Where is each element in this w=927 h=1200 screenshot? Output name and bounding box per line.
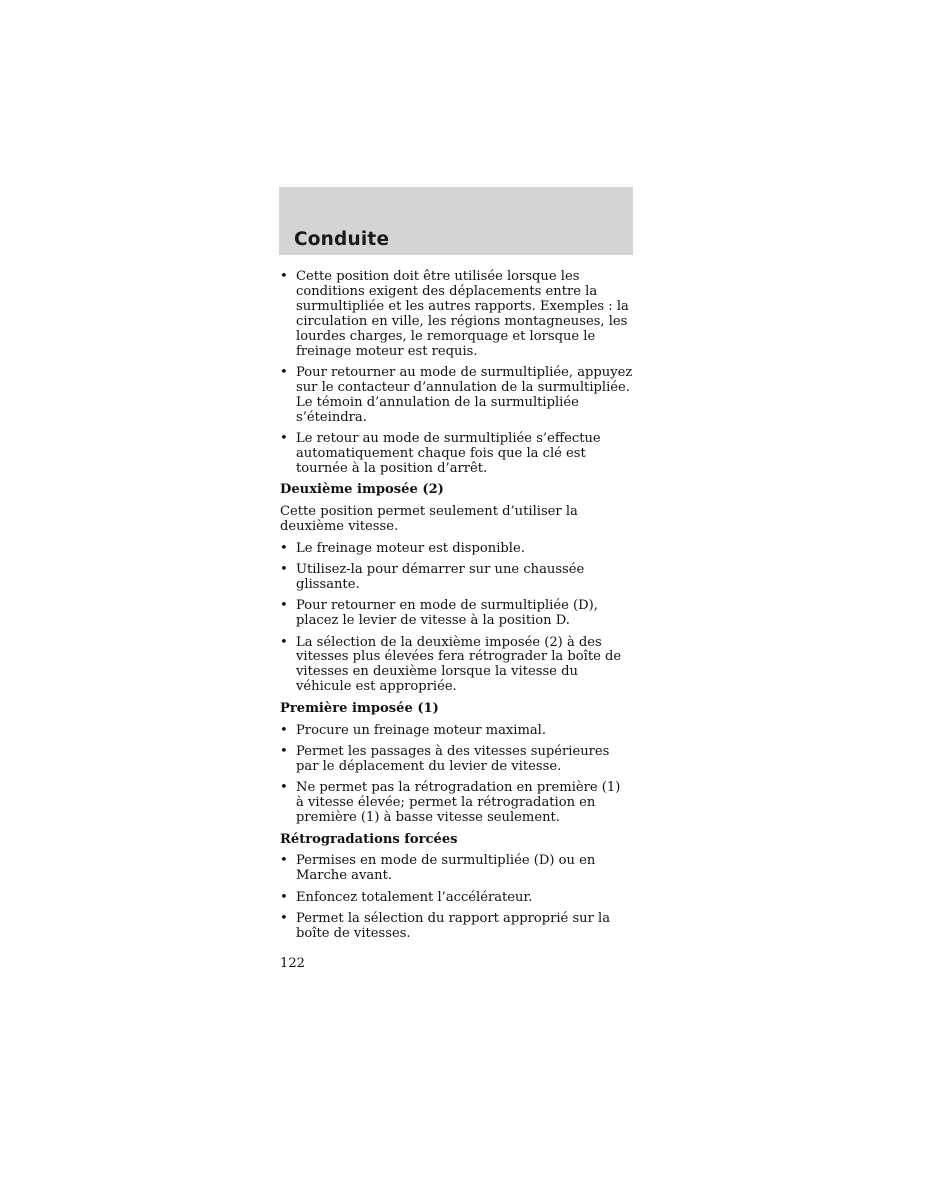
bullet-icon: • xyxy=(280,743,288,759)
list-item-text: Pour retourner en mode de surmultipliée (D), placez le levier de vitesse à la position D. xyxy=(296,598,598,629)
list-item xyxy=(280,542,636,557)
heading-first-gear: Première imposée (1) xyxy=(280,700,439,716)
page-number: 122 xyxy=(280,956,305,971)
list-item xyxy=(280,745,636,775)
list-item xyxy=(280,270,636,359)
list-item xyxy=(280,366,636,426)
list-item-text: Pour retourner au mode de surmultipliée, appuyez sur le contacteur d’annulation de la surmultipliée. Le témoin d’annulation de la surmultipliée s’éteindra. xyxy=(296,364,633,425)
list-item-text: Permet la sélection du rapport approprié sur la boîte de vitesses. xyxy=(296,911,611,942)
bullet-icon: • xyxy=(280,364,288,380)
list-item xyxy=(280,854,636,884)
list-item xyxy=(280,781,636,826)
list-item-text: Permises en mode de surmultipliée (D) ou en Marche avant. xyxy=(296,853,596,884)
bullet-icon: • xyxy=(280,540,288,556)
bullet-list-forced-downshift xyxy=(280,854,636,942)
bullet-icon: • xyxy=(280,598,288,614)
bullet-icon: • xyxy=(280,634,288,650)
bullet-list-second-gear xyxy=(280,542,636,696)
bullet-list-overdrive xyxy=(280,270,636,477)
bullet-icon: • xyxy=(280,561,288,577)
list-item xyxy=(280,912,636,942)
list-item-text: Le retour au mode de surmultipliée s’effectue automatiquement chaque fois que la clé est tournée à la position d’arrêt. xyxy=(296,431,601,476)
list-item-text: Enfoncez totalement l’accélérateur. xyxy=(296,889,533,905)
list-item-text: La sélection de la deuxième imposée (2) à des vitesses plus élevées fera rétrograder la boîte de vitesses en deuxième lorsque la vitesse du véhicule est appropriée. xyxy=(296,634,622,695)
bullet-icon: • xyxy=(280,722,288,738)
bullet-icon: • xyxy=(280,911,288,927)
page-content xyxy=(280,270,636,948)
bullet-icon: • xyxy=(280,889,288,905)
heading-forced-downshift: Rétrogradations forcées xyxy=(280,831,458,847)
bullet-icon: • xyxy=(280,269,288,284)
list-item xyxy=(280,563,636,593)
bullet-icon: • xyxy=(280,853,288,869)
list-item xyxy=(280,636,636,696)
list-item xyxy=(280,724,636,739)
section-header-band xyxy=(279,187,633,255)
list-item-text: Le freinage moteur est disponible. xyxy=(296,540,525,556)
list-item-text: Ne permet pas la rétrogradation en première (1) à vitesse élevée; permet la rétrogradation en première (1) à basse vitesse seulement. xyxy=(296,780,621,826)
heading-second-gear: Deuxième imposée (2) xyxy=(280,482,444,498)
list-item-text: Utilisez-la pour démarrer sur une chaussée glissante. xyxy=(296,561,585,592)
bullet-icon: • xyxy=(280,780,288,796)
list-item-text: Cette position doit être utilisée lorsque les conditions exigent des déplacements entre la surmultipliée et les autres rapports. Exemples : la circulation en ville, les régions montagneuses, les lourdes charges, le remorquage et lorsque le freinage moteur est requis. xyxy=(296,269,629,359)
list-item xyxy=(280,599,636,629)
list-item-text: Permet les passages à des vitesses supérieures par le déplacement du levier de vitesse. xyxy=(296,743,610,774)
list-item-text: Procure un freinage moteur maximal. xyxy=(296,722,547,738)
section-title: Conduite xyxy=(294,229,390,250)
list-item xyxy=(280,891,636,906)
list-item xyxy=(280,432,636,477)
bullet-icon: • xyxy=(280,431,288,447)
intro-second-gear: Cette position permet seulement d’utiliser la deuxième vitesse. xyxy=(280,504,578,535)
bullet-list-first-gear xyxy=(280,724,636,826)
